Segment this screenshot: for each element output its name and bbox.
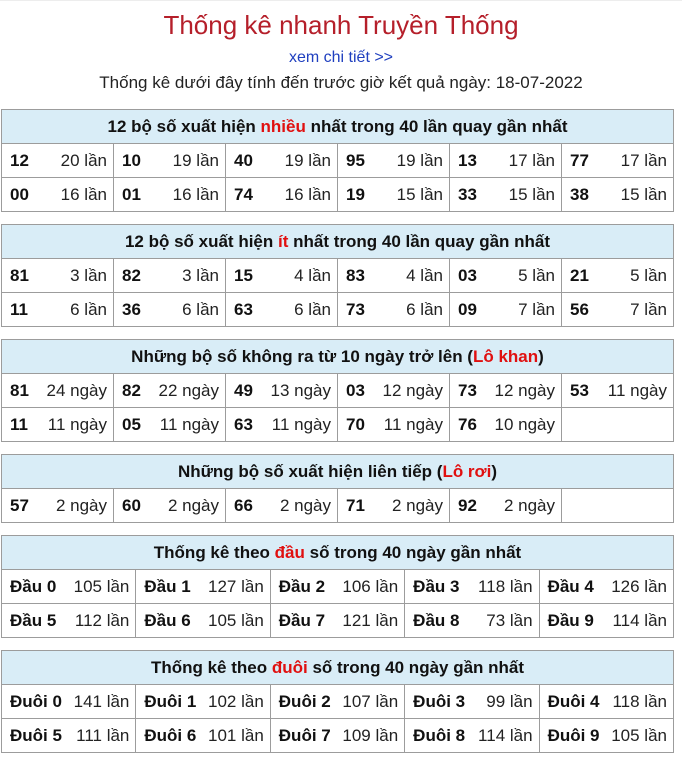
- count-value: 6 lần: [182, 299, 219, 319]
- stat-cell: [450, 408, 562, 442]
- stat-cell: [562, 259, 674, 293]
- number-label: 15: [234, 265, 253, 285]
- number-label: 36: [122, 299, 141, 319]
- number-label: 19: [346, 184, 365, 204]
- stat-cell: [338, 374, 450, 408]
- number-label: Đuôi 6: [144, 725, 197, 745]
- table-row: [2, 178, 674, 212]
- number-label: 21: [570, 265, 589, 285]
- title-text: nhất trong 40 lần quay gần nhất: [305, 116, 568, 136]
- number-label: 83: [346, 265, 365, 285]
- count-value: 19 lần: [396, 150, 443, 170]
- number-label: Đuôi 5: [10, 725, 62, 745]
- stat-cell: [114, 374, 226, 408]
- number-label: 81: [10, 265, 29, 285]
- number-label: 53: [570, 380, 589, 400]
- stat-cell: [226, 293, 338, 327]
- title-highlight: đuôi: [271, 657, 308, 677]
- number-label: 09: [458, 299, 477, 319]
- stat-cell: [338, 178, 450, 212]
- number-label: 70: [346, 414, 365, 434]
- number-label: Đuôi 3: [413, 691, 466, 711]
- count-value: 11 ngày: [159, 414, 219, 434]
- stat-cell: [562, 178, 674, 212]
- stat-cell: [114, 178, 226, 212]
- stat-cell: [405, 604, 539, 638]
- stat-cell: [450, 293, 562, 327]
- stat-cell: [405, 685, 539, 719]
- stat-cell: [226, 489, 338, 523]
- number-label: 63: [234, 414, 253, 434]
- title-text: Những bộ số xuất hiện liên tiếp (: [177, 461, 443, 481]
- stat-cell: [338, 489, 450, 523]
- stat-cell: [2, 259, 114, 293]
- count-value: 13 ngày: [270, 380, 331, 400]
- count-value: 17 lần: [508, 150, 555, 170]
- lo-khan-table: [1, 339, 674, 442]
- count-value: 16 lần: [60, 184, 107, 204]
- count-value: 2 ngày: [279, 495, 331, 515]
- number-label: 49: [234, 380, 253, 400]
- stat-cell: [136, 570, 270, 604]
- title-text: số trong 40 ngày gần nhất: [307, 657, 525, 677]
- stat-cell: [114, 259, 226, 293]
- stat-cell: [338, 293, 450, 327]
- table-row: [2, 374, 674, 408]
- duoi-section-title: [2, 651, 674, 685]
- number-label: 60: [122, 495, 141, 515]
- number-label: 03: [346, 380, 365, 400]
- stat-cell: [338, 144, 450, 178]
- number-label: Đầu 2: [278, 576, 326, 596]
- count-value: 17 lần: [620, 150, 667, 170]
- number-label: 73: [346, 299, 365, 319]
- count-value: 16 lần: [284, 184, 331, 204]
- title-highlight: Lô khan: [472, 346, 539, 366]
- stat-cell: [450, 178, 562, 212]
- stat-cell: [2, 489, 114, 523]
- count-value: 118 lần: [612, 691, 667, 711]
- title-highlight: ít: [278, 231, 289, 251]
- number-label: 66: [234, 495, 253, 515]
- count-value: 12 ngày: [382, 380, 443, 400]
- number-label: Đầu 7: [278, 610, 326, 630]
- number-label: 10: [122, 150, 141, 170]
- stat-cell: [450, 144, 562, 178]
- title-text: ): [491, 461, 498, 481]
- stat-cell: [226, 178, 338, 212]
- count-value: 19 lần: [172, 150, 219, 170]
- stat-cell: [539, 570, 673, 604]
- count-value: 10 ngày: [494, 414, 555, 434]
- number-label: Đầu 6: [144, 610, 191, 630]
- stat-cell: [136, 604, 270, 638]
- number-label: 71: [346, 495, 365, 515]
- table-row: [2, 604, 674, 638]
- title-text: Thống kê theo: [150, 657, 272, 677]
- number-label: 77: [570, 150, 589, 170]
- number-label: 13: [458, 150, 477, 170]
- count-value: 102 lần: [208, 691, 264, 711]
- stat-cell: [562, 144, 674, 178]
- stat-cell: [270, 719, 404, 753]
- stat-cell: [539, 719, 673, 753]
- empty-cell: [562, 408, 674, 442]
- stat-cell: [2, 293, 114, 327]
- count-value: 11 ngày: [47, 414, 107, 434]
- count-value: 2 ngày: [391, 495, 443, 515]
- title-text: số trong 40 ngày gần nhất: [304, 542, 522, 562]
- least-section-title: [2, 225, 674, 259]
- title-text: ): [538, 346, 544, 366]
- count-value: 4 lần: [406, 265, 443, 285]
- table-row: [2, 293, 674, 327]
- number-label: 57: [10, 495, 29, 515]
- table-row: [2, 408, 674, 442]
- count-value: 121 lần: [342, 610, 399, 630]
- stat-cell: [450, 259, 562, 293]
- count-value: 22 ngày: [158, 380, 219, 400]
- stat-cell: [338, 408, 450, 442]
- count-value: 118 lần: [478, 576, 533, 596]
- duoi-stats-table: [1, 650, 674, 753]
- table-row: [2, 685, 674, 719]
- title-text: Thống kê theo: [153, 542, 275, 562]
- number-label: 63: [234, 299, 253, 319]
- number-label: Đầu 0: [10, 576, 57, 596]
- number-label: Đuôi 8: [413, 725, 466, 745]
- count-value: 7 lần: [518, 299, 555, 319]
- number-label: 73: [458, 380, 477, 400]
- stat-cell: [450, 489, 562, 523]
- stat-cell: [114, 144, 226, 178]
- stat-cell: [226, 408, 338, 442]
- number-label: 74: [234, 184, 253, 204]
- number-label: 00: [10, 184, 29, 204]
- count-value: 16 lần: [172, 184, 219, 204]
- count-value: 114 lần: [612, 610, 667, 630]
- count-value: 12 ngày: [494, 380, 555, 400]
- number-label: 01: [122, 184, 141, 204]
- khan-section-title: [2, 340, 674, 374]
- dau-section-title: [2, 536, 674, 570]
- stat-cell: [2, 719, 136, 753]
- count-value: 2 ngày: [167, 495, 219, 515]
- number-label: Đuôi 0: [10, 691, 62, 711]
- stat-cell: [226, 374, 338, 408]
- number-label: 76: [458, 414, 477, 434]
- stat-cell: [136, 685, 270, 719]
- stat-cell: [226, 144, 338, 178]
- roi-section-title: [2, 455, 674, 489]
- stat-cell: [405, 719, 539, 753]
- count-value: 6 lần: [70, 299, 107, 319]
- stat-cell: [2, 408, 114, 442]
- most-section-title: [2, 110, 674, 144]
- count-value: 24 ngày: [46, 380, 107, 400]
- stat-cell: [226, 259, 338, 293]
- count-value: 19 lần: [284, 150, 331, 170]
- count-value: 2 ngày: [503, 495, 555, 515]
- count-value: 6 lần: [406, 299, 443, 319]
- number-label: Đầu 5: [10, 610, 57, 630]
- count-value: 99 lần: [486, 691, 533, 711]
- number-label: Đuôi 1: [144, 691, 197, 711]
- lo-roi-table: [1, 454, 674, 523]
- stat-cell: [539, 604, 673, 638]
- count-value: 114 lần: [478, 725, 533, 745]
- number-label: Đuôi 4: [547, 691, 600, 711]
- stat-cell: [114, 408, 226, 442]
- count-value: 6 lần: [294, 299, 331, 319]
- stat-cell: [2, 178, 114, 212]
- number-label: 38: [570, 184, 589, 204]
- stat-cell: [2, 604, 136, 638]
- stat-cell: [2, 685, 136, 719]
- count-value: 107 lần: [342, 691, 399, 711]
- detail-link[interactable]: xem chi tiết >>: [288, 49, 394, 66]
- stat-cell: [2, 570, 136, 604]
- count-value: 111 lần: [76, 725, 130, 745]
- count-value: 11 ngày: [607, 380, 667, 400]
- number-label: 05: [122, 414, 141, 434]
- page-title: Thống kê nhanh Truyền Thống: [163, 10, 519, 40]
- count-value: 3 lần: [182, 265, 219, 285]
- most-frequent-table: [1, 109, 674, 212]
- count-value: 15 lần: [620, 184, 667, 204]
- count-value: 109 lần: [342, 725, 399, 745]
- count-value: 105 lần: [208, 610, 264, 630]
- number-label: 11: [10, 414, 28, 434]
- count-value: 4 lần: [294, 265, 331, 285]
- dau-stats-table: [1, 535, 674, 638]
- count-value: 106 lần: [342, 576, 399, 596]
- count-value: 11 ngày: [383, 414, 443, 434]
- count-value: 73 lần: [486, 610, 533, 630]
- number-label: 82: [122, 380, 141, 400]
- least-frequent-table: [1, 224, 674, 327]
- count-value: 11 ngày: [271, 414, 331, 434]
- number-label: Đầu 4: [547, 576, 594, 596]
- count-value: 105 lần: [611, 725, 667, 745]
- stat-cell: [338, 259, 450, 293]
- number-label: Đầu 9: [547, 610, 594, 630]
- count-value: 5 lần: [518, 265, 555, 285]
- count-value: 105 lần: [73, 576, 130, 596]
- table-row: [2, 259, 674, 293]
- stat-cell: [562, 293, 674, 327]
- number-label: 81: [10, 380, 29, 400]
- count-value: 3 lần: [70, 265, 107, 285]
- stat-cell: [450, 374, 562, 408]
- count-value: 15 lần: [396, 184, 443, 204]
- number-label: 40: [234, 150, 253, 170]
- empty-cell: [562, 489, 674, 523]
- title-text: 12 bộ số xuất hiện: [124, 231, 278, 251]
- stat-cell: [539, 685, 673, 719]
- number-label: Đuôi 9: [547, 725, 600, 745]
- count-value: 101 lần: [208, 725, 264, 745]
- stat-cell: [270, 570, 404, 604]
- title-text: 12 bộ số xuất hiện: [107, 116, 261, 136]
- number-label: 95: [346, 150, 365, 170]
- number-label: 92: [458, 495, 477, 515]
- table-row: [2, 570, 674, 604]
- date-note: Thống kê dưới đây tính đến trước giờ kết quả ngày: 18-07-2022: [99, 73, 583, 92]
- title-highlight: Lô rơi: [442, 461, 492, 481]
- stat-cell: [114, 489, 226, 523]
- number-label: 82: [122, 265, 141, 285]
- title-text: nhất trong 40 lần quay gần nhất: [288, 231, 551, 251]
- stat-cell: [270, 685, 404, 719]
- stat-cell: [136, 719, 270, 753]
- count-value: 7 lần: [630, 299, 667, 319]
- table-row: [2, 489, 674, 523]
- number-label: 11: [10, 299, 28, 319]
- stat-cell: [2, 374, 114, 408]
- title-highlight: đầu: [274, 542, 305, 562]
- number-label: 33: [458, 184, 477, 204]
- count-value: 20 lần: [60, 150, 107, 170]
- top-divider: [0, 0, 682, 7]
- title-text: Những bộ số không ra từ 10 ngày trở lên (: [131, 346, 473, 366]
- number-label: Đuôi 7: [278, 725, 331, 745]
- number-label: 56: [570, 299, 589, 319]
- title-highlight: nhiều: [260, 116, 306, 136]
- table-row: [2, 144, 674, 178]
- number-label: Đầu 3: [413, 576, 460, 596]
- number-label: Đuôi 2: [278, 691, 331, 711]
- count-value: 141 lần: [73, 691, 130, 711]
- count-value: 127 lần: [208, 576, 264, 596]
- count-value: 112 lần: [74, 610, 130, 630]
- number-label: 03: [458, 265, 477, 285]
- number-label: 12: [10, 150, 29, 170]
- count-value: 126 lần: [611, 576, 667, 596]
- stat-cell: [114, 293, 226, 327]
- number-label: Đầu 8: [413, 610, 460, 630]
- count-value: 5 lần: [630, 265, 667, 285]
- count-value: 2 ngày: [55, 495, 107, 515]
- number-label: Đầu 1: [144, 576, 191, 596]
- stat-cell: [405, 570, 539, 604]
- stat-cell: [562, 374, 674, 408]
- stat-cell: [2, 144, 114, 178]
- count-value: 15 lần: [508, 184, 555, 204]
- table-row: [2, 719, 674, 753]
- stat-cell: [270, 604, 404, 638]
